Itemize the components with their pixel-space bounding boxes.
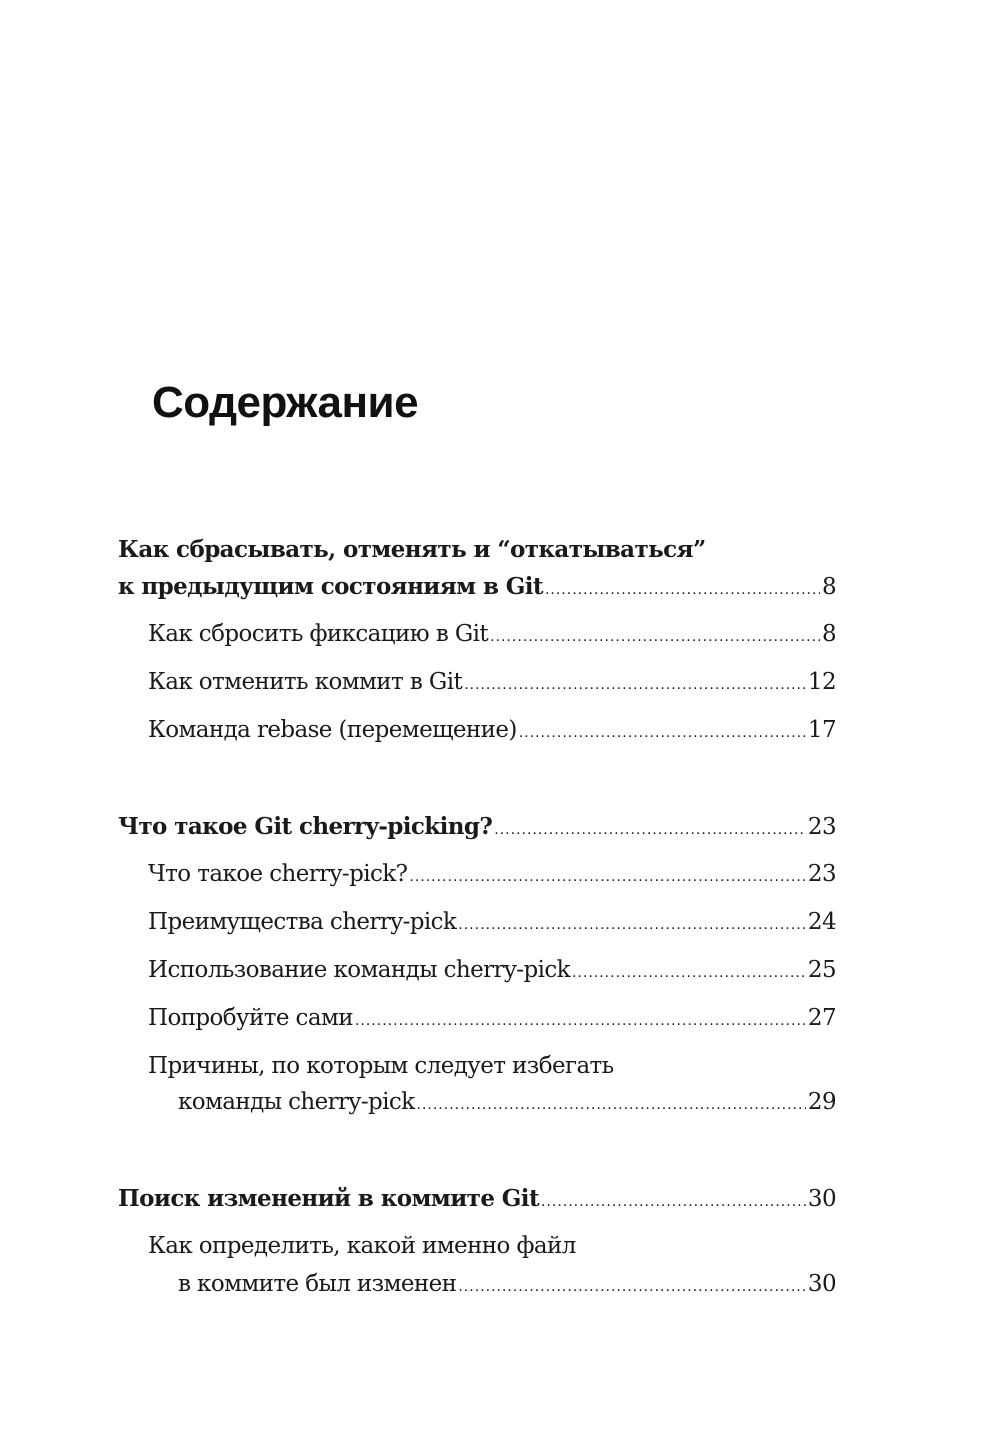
toc-page-number: 24 bbox=[807, 909, 836, 935]
toc-page-number: 30 bbox=[807, 1186, 836, 1212]
toc-entry-title: Как сбросить фиксацию в Git bbox=[148, 621, 489, 647]
toc-entry[interactable] bbox=[148, 861, 836, 897]
toc-entry-title: Как отменить коммит в Git bbox=[148, 669, 463, 695]
dot-leader bbox=[572, 965, 806, 981]
dot-leader bbox=[458, 1279, 806, 1295]
toc-entry[interactable] bbox=[148, 621, 836, 657]
toc-entry[interactable] bbox=[148, 1005, 836, 1041]
toc-entry-title: Как определить, какой именно файл bbox=[148, 1233, 576, 1259]
toc-entry-title: Как сбрасывать, отменять и “откатываться” bbox=[118, 536, 706, 563]
toc-entry-title: команды cherry-pick bbox=[178, 1089, 415, 1115]
toc-page-number: 25 bbox=[807, 957, 836, 983]
dot-leader bbox=[409, 869, 806, 885]
toc-entry-line[interactable] bbox=[148, 1233, 836, 1269]
toc-entry-title: к предыдущим состояниям в Git bbox=[118, 573, 543, 600]
dot-leader bbox=[494, 822, 806, 838]
dot-leader bbox=[355, 1013, 806, 1029]
toc-page-number: 23 bbox=[807, 814, 836, 840]
toc-page-number: 23 bbox=[807, 861, 836, 887]
toc-entry-title: Что такое cherry-pick? bbox=[148, 861, 408, 887]
toc-page-number: 29 bbox=[807, 1089, 836, 1115]
toc-page-number: 27 bbox=[807, 1005, 836, 1031]
toc-entry-title: Преимущества cherry-pick bbox=[148, 909, 457, 935]
toc-entry[interactable] bbox=[118, 1185, 836, 1221]
toc-page-number: 8 bbox=[821, 574, 836, 600]
toc-entry[interactable] bbox=[148, 717, 836, 753]
toc-entry[interactable] bbox=[118, 813, 836, 849]
toc-entry-title: в коммите был изменен bbox=[178, 1271, 457, 1297]
dot-leader bbox=[458, 917, 806, 933]
dot-leader bbox=[519, 725, 806, 741]
toc-page-number: 8 bbox=[821, 621, 836, 647]
toc-entry[interactable] bbox=[178, 1271, 836, 1307]
toc-entry[interactable] bbox=[118, 573, 836, 609]
toc-entry-title: Попробуйте сами bbox=[148, 1005, 353, 1031]
toc-entry[interactable] bbox=[148, 957, 836, 993]
toc-entry-title: Причины, по которым следует избегать bbox=[148, 1053, 614, 1079]
toc-entry-title: Поиск изменений в коммите Git bbox=[118, 1185, 539, 1212]
dot-leader bbox=[490, 629, 820, 645]
toc-entry-title: Использование команды cherry-pick bbox=[148, 957, 570, 983]
toc-entry-title: Что такое Git cherry-picking? bbox=[118, 813, 493, 840]
toc-entry-line[interactable] bbox=[148, 1053, 836, 1089]
toc-entry[interactable] bbox=[178, 1089, 836, 1125]
toc-entry[interactable] bbox=[148, 669, 836, 705]
dot-leader bbox=[464, 677, 806, 693]
toc-entry-title: Команда rebase (перемещение) bbox=[148, 717, 517, 743]
dot-leader bbox=[541, 1194, 806, 1210]
dot-leader bbox=[545, 582, 820, 598]
toc-page-number: 30 bbox=[807, 1271, 836, 1297]
toc-page-number: 12 bbox=[807, 669, 836, 695]
dot-leader bbox=[417, 1097, 806, 1113]
toc-page-number: 17 bbox=[807, 717, 836, 743]
toc-entry-line[interactable] bbox=[118, 536, 836, 572]
page-title: Содержание bbox=[152, 378, 419, 427]
toc-entry[interactable] bbox=[148, 909, 836, 945]
